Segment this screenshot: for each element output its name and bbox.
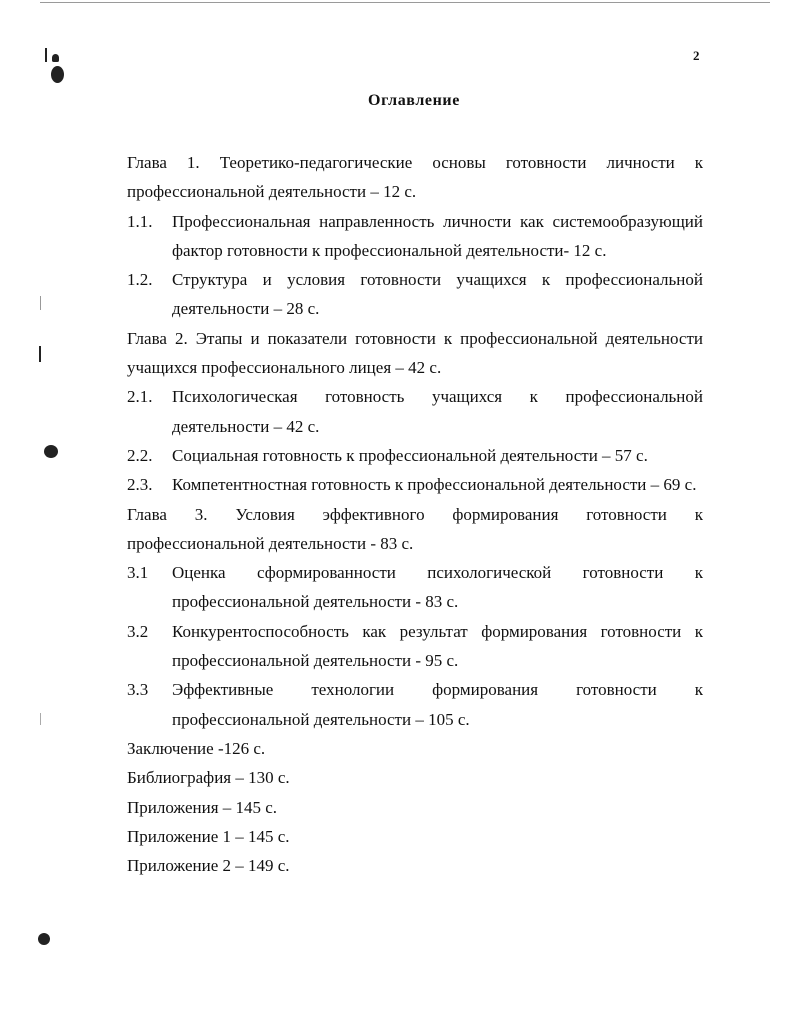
scan-top-edge [40, 2, 770, 3]
toc-entry-section [127, 441, 703, 470]
scan-artifact [38, 933, 50, 945]
toc-entry-text: Компетентностная готовность к профессиональной деятельности – 69 с. [172, 475, 697, 495]
toc-entry-plain [127, 734, 703, 763]
toc-entry-text: Глава 2. Этапы и показатели готовности к профессиональной деятельности учащихся профессионального лицея – 42 с. [127, 328, 703, 378]
toc-entry-plain [127, 851, 703, 880]
toc-entry-text: Приложение 1 – 145 с. [127, 826, 290, 846]
toc-entry-section [127, 470, 703, 499]
toc-entry-text: Библиография – 130 с. [127, 768, 290, 788]
toc-entry-section [127, 207, 703, 266]
toc-entry-plain [127, 763, 703, 792]
toc-entry-number: 2.2. [127, 445, 153, 465]
toc-entry-chapter [127, 148, 703, 207]
toc-entry-text: Социальная готовность к профессиональной деятельности – 57 с. [172, 445, 648, 465]
toc-entry-number: 3.3 [127, 680, 149, 700]
toc-entry-number: 1.1. [127, 211, 153, 231]
toc-entry-section [127, 382, 703, 441]
toc-entry-text: Оценка сформированности психологической готовности к профессиональной деятельности - 83 с. [172, 563, 703, 612]
toc-entry-text: Профессиональная направленность личности как системообразующий фактор готовности к профессиональной деятельности- 12 с. [172, 211, 703, 260]
scan-artifact [40, 713, 41, 725]
page-number: 2 [693, 48, 700, 63]
toc-entry-number: 1.2. [127, 270, 153, 290]
toc-entry-section [127, 558, 703, 617]
toc-entry-chapter [127, 500, 703, 559]
toc-entry-text: Конкурентоспособность как результат формирования готовности к профессиональной деятельности - 95 с. [172, 621, 703, 671]
toc-entry-number: 3.2 [127, 621, 149, 641]
toc-entry-text: Структура и условия готовности учащихся к профессиональной деятельности – 28 с. [172, 270, 703, 319]
scan-artifact [39, 346, 41, 362]
toc-entry-chapter [127, 324, 703, 383]
toc-entry-section [127, 265, 703, 324]
toc-entry-plain [127, 793, 703, 822]
toc-entry-text: Приложение 2 – 149 с. [127, 856, 290, 876]
toc-entry-section [127, 617, 703, 676]
scan-artifact [52, 54, 59, 62]
scan-artifact [40, 296, 41, 310]
toc-entry-text: Глава 3. Условия эффективного формирования готовности к профессиональной деятельности - 83 с. [127, 504, 703, 553]
toc-entry-text: Психологическая готовность учащихся к профессиональной деятельности – 42 с. [172, 387, 703, 436]
toc-entry-text: Глава 1. Теоретико-педагогические основы готовности личности к профессиональной деятельности – 12 с. [127, 153, 703, 202]
scan-artifact [51, 66, 64, 83]
toc-entry-number: 2.1. [127, 387, 153, 407]
toc-entry-text: Заключение -126 с. [127, 738, 266, 758]
table-of-contents [127, 148, 703, 880]
toc-entry-number: 2.3. [127, 475, 153, 495]
toc-entry-plain [127, 822, 703, 851]
toc-entry-number: 3.1 [127, 563, 149, 583]
page-title: Оглавление [368, 92, 460, 109]
scan-artifact [44, 445, 58, 458]
toc-entry-text: Эффективные технологии формирования готовности к профессиональной деятельности – 105 с. [172, 680, 703, 729]
toc-entry-section [127, 675, 703, 734]
toc-entry-text: Приложения – 145 с. [127, 797, 278, 817]
scan-artifact [45, 48, 47, 62]
